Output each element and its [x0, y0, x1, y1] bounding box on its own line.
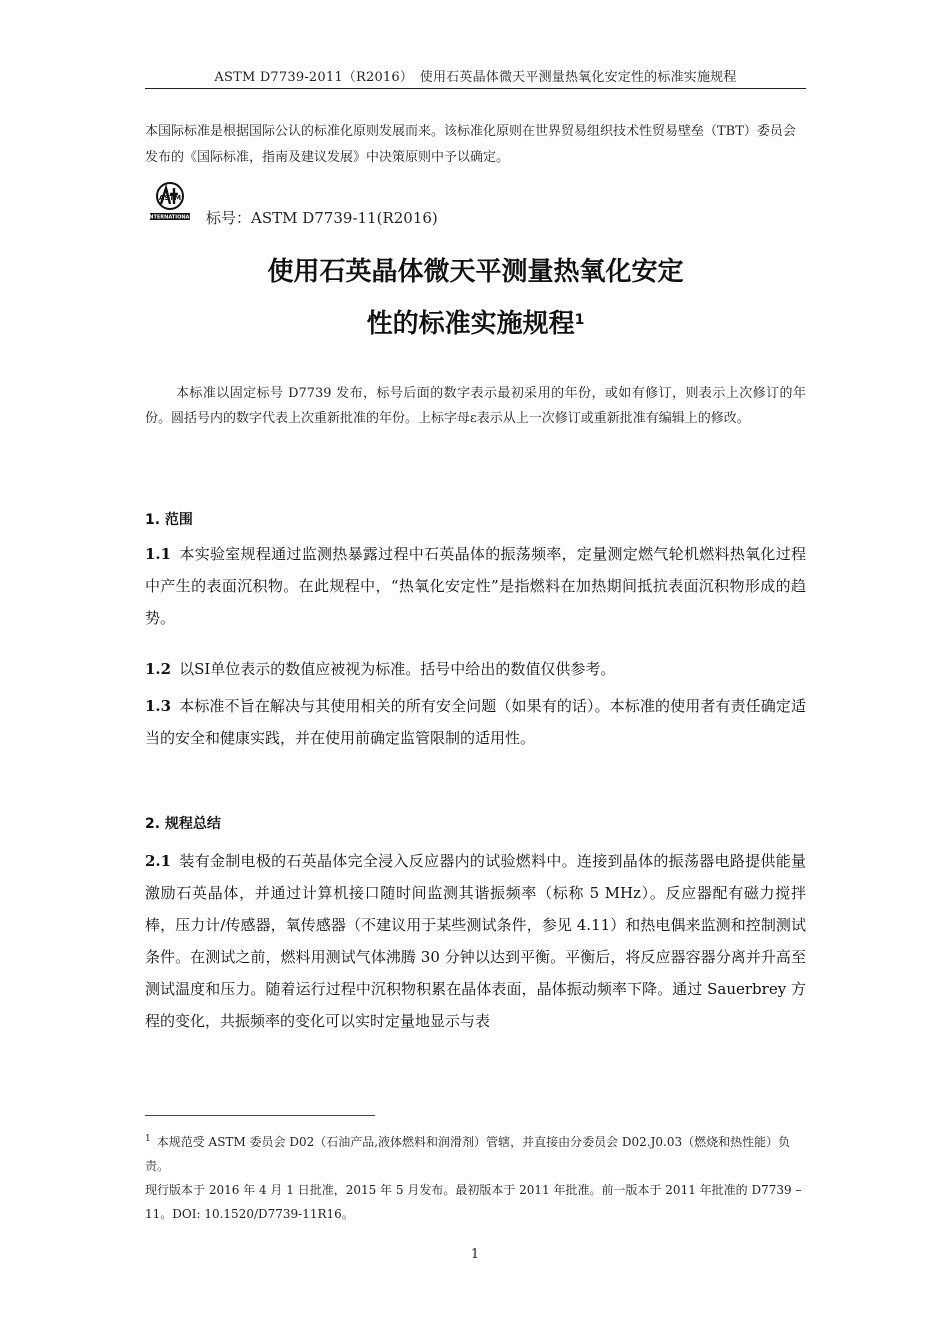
paragraph-number: 1.1	[145, 545, 172, 563]
designation-preamble: 本标准以固定标号 D7739 发布，标号后面的数字表示最初采用的年份，或如有修订，则表示上次修订的年份。圆括号内的数字代表上次重新批准的年份。上标字母ε表示从上一次修订或重新批准有编辑上的修改。	[145, 386, 806, 426]
footnote-1	[145, 1127, 806, 1178]
header-divider	[145, 88, 806, 89]
footnote-version	[145, 1178, 806, 1226]
paragraph-1-2	[145, 653, 806, 685]
section-heading-summary: 2. 规程总结	[145, 816, 221, 832]
intro-statement: 本国际标准是根据国际公认的标准化原则发展而来。该标准化原则在世界贸易组织技术性贸易壁垒（TBT）委员会发布的《国际标准，指南及建议发展》中决策原则中予以确定。	[145, 124, 796, 165]
title-line-2-text: 性的标准实施规程	[366, 309, 575, 339]
paragraph-2-1	[145, 845, 806, 1037]
section-heading-scope: 1. 范围	[145, 512, 193, 528]
document-title	[145, 246, 806, 350]
paragraph-text: 本实验室规程通过监测热暴露过程中石英晶体的振荡频率，定量测定燃气轮机燃料热氧化过程中产生的表面沉积物。在此规程中，“热氧化安定性”是指燃料在加热期间抵抗表面沉积物形成的趋势。	[145, 545, 806, 627]
running-header: ASTM D7739-2011（R2016） 使用石英晶体微天平测量热氧化安定性的标准实施规程	[214, 70, 737, 85]
title-line-2	[145, 298, 806, 350]
logo-text-top: ASTM	[158, 194, 182, 202]
footnote-divider	[145, 1115, 375, 1116]
paragraph-1-3	[145, 690, 806, 754]
standard-designation: 标号：ASTM D7739-11(R2016)	[206, 209, 438, 227]
astm-logo-icon	[148, 180, 192, 222]
footnote-mark: 1	[145, 1134, 151, 1144]
paragraph-text: 装有金制电极的石英晶体完全浸入反应器内的试验燃料中。连接到晶体的振荡器电路提供能量激励石英晶体，并通过计算机接口随时间监测其谐振频率（标称 5 MHz）。反应器配有磁力搅拌棒，压力计/传感器，氧传感器（不建议用于某些测试条件，参见 4.11）和热电偶来监测和控制测试条件。在测试之前，燃料用测试气体沸腾 30 分钟以达到平衡。平衡后，将反应器容器分离并升高至测试温度和压力。随着运行过程中沉积物积累在晶体表面，晶体振动频率下降。通过 Sauerbrey 方程的变化，共振频率的变化可以实时定量地显示与表	[145, 852, 806, 1030]
paragraph-text: 本标准不旨在解决与其使用相关的所有安全问题（如果有的话）。本标准的使用者有责任确定适当的安全和健康实践，并在使用前确定监管限制的适用性。	[145, 697, 806, 747]
paragraph-number: 1.2	[145, 660, 172, 678]
logo-text-bottom: INTERNATIONAL	[148, 214, 192, 221]
paragraph-number: 1.3	[145, 697, 172, 715]
paragraph-1-1	[145, 538, 806, 634]
paragraph-text: 以SI单位表示的数值应被视为标准。括号中给出的数值仅供参考。	[179, 660, 616, 678]
footnotes	[145, 1127, 806, 1226]
paragraph-number: 2.1	[145, 852, 172, 870]
title-footnote-mark: 1	[574, 312, 585, 328]
astm-international-logo	[148, 180, 192, 222]
title-line-1: 使用石英晶体微天平测量热氧化安定	[267, 257, 684, 287]
footnote-text: 本规范受 ASTM 委员会 D02（石油产品,液体燃料和润滑剂）管辖，并直接由分委员会 D02.J0.03（燃烧和热性能）负责。	[145, 1135, 791, 1173]
footnote-text: 现行版本于 2016 年 4 月 1 日批准，2015 年 5 月发布。最初版本于 2011 年批准。前一版本于 2011 年批准的 D7739 – 11。DOI: 10.1520/D7739-11R16。	[145, 1183, 802, 1221]
page-number: 1	[470, 1247, 480, 1262]
